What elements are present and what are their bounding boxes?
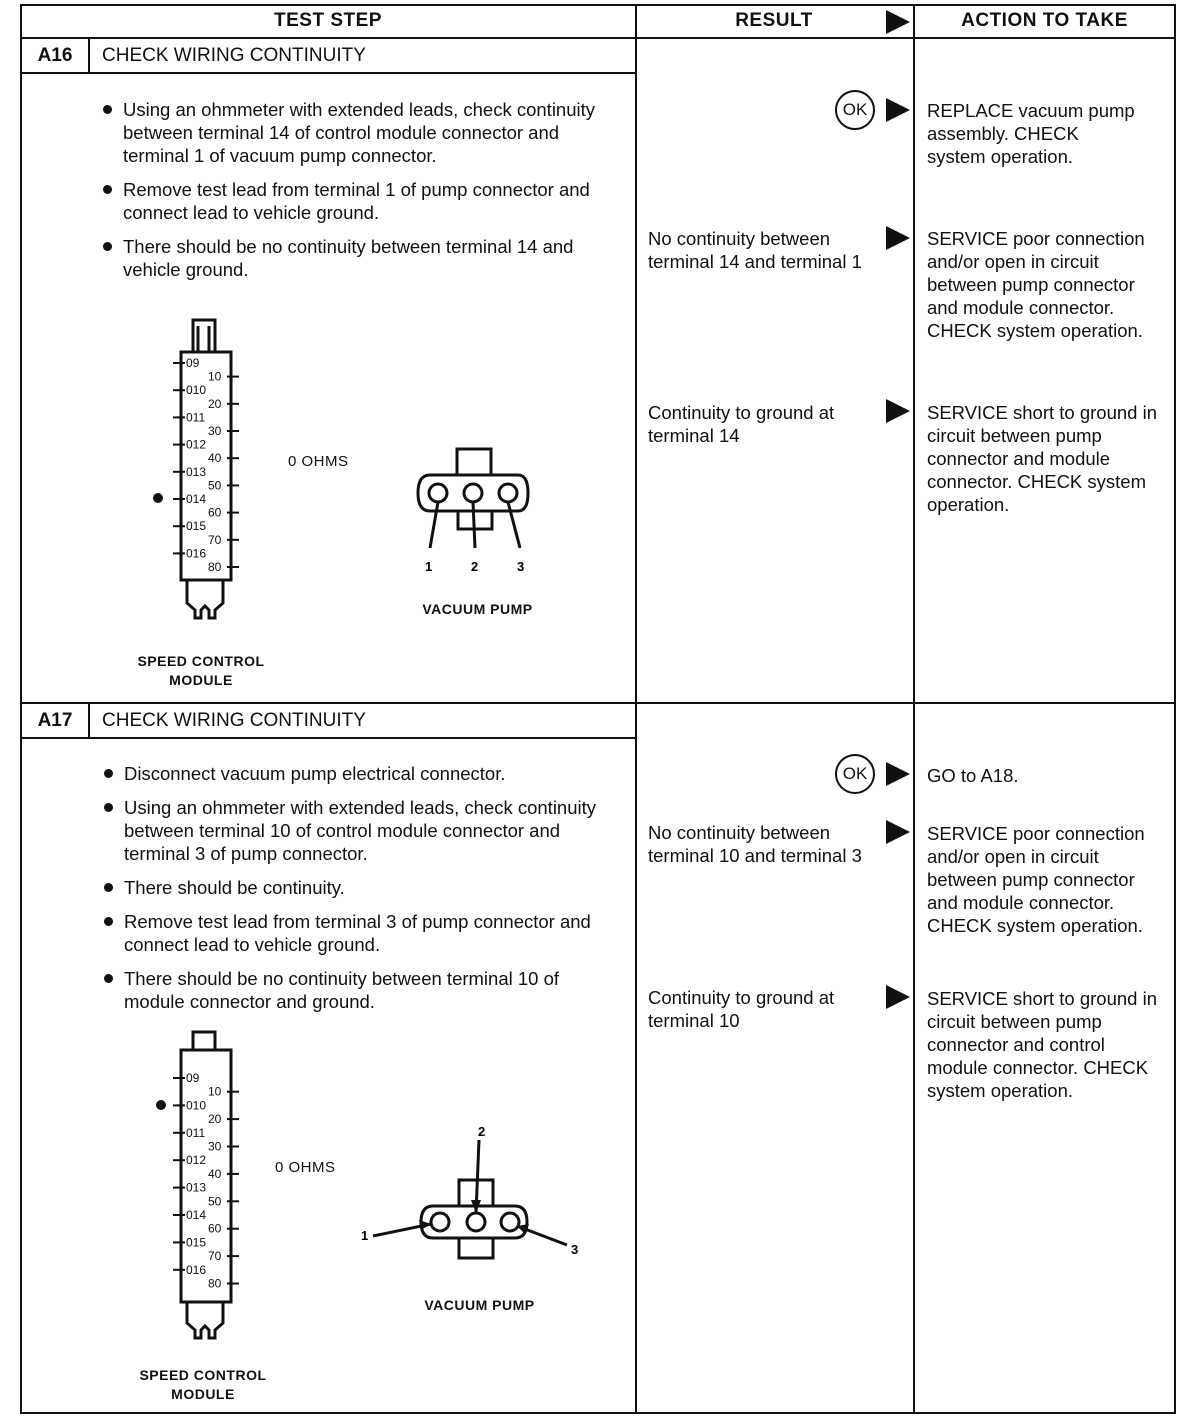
module-pin-label: 012 — [186, 437, 207, 452]
module-pin-label: 20 — [208, 1112, 222, 1127]
module-pin-label: 30 — [208, 424, 222, 438]
header-action: ACTION TO TAKE — [961, 10, 1128, 31]
result-text: Continuity to ground at terminal 14 — [648, 402, 835, 446]
ohms-label: 0 OHMS — [288, 453, 349, 470]
module-pin-label: 40 — [208, 1166, 222, 1181]
module-pin-label: 70 — [208, 532, 222, 547]
module-pin-label: 10 — [208, 1084, 222, 1099]
step-title: CHECK WIRING CONTINUITY — [102, 709, 366, 731]
module-pin-label: 40 — [208, 451, 222, 466]
module-pin-label: 016 — [186, 546, 207, 561]
module-pin-label: 09 — [186, 356, 200, 370]
module-pin-label: 013 — [186, 1180, 207, 1195]
result-arrow-icon — [886, 985, 910, 1009]
pump-pin-label: 3 — [571, 1242, 579, 1257]
instruction-item: There should be continuity. — [102, 876, 607, 899]
action-text: SERVICE short to ground in circuit between pump connector and control module connector. CHECK system operation. — [927, 988, 1158, 1101]
module-pin-label: 80 — [208, 560, 222, 574]
header-test-step: TEST STEP — [274, 10, 382, 31]
module-pin-label: 20 — [208, 396, 222, 411]
module-pin-label: 011 — [186, 1125, 206, 1140]
module-pin-label: 011 — [186, 410, 206, 425]
pump-pin-label: 2 — [478, 1124, 486, 1139]
instruction-item: Using an ohmmeter with extended leads, check continuity between terminal 14 of control module connector and terminal 1 of vacuum pump connector. — [101, 98, 601, 167]
module-pin-label: 016 — [186, 1262, 207, 1277]
action-text: SERVICE short to ground in circuit between pump connector and module connector. CHECK system operation. — [927, 402, 1158, 515]
step-title-underline — [20, 72, 635, 74]
module-pin-label: 010 — [186, 1098, 207, 1113]
result-arrow-icon — [886, 226, 910, 250]
pump-pin-label: 2 — [471, 559, 479, 574]
speed-control-module-diagram — [145, 318, 265, 628]
speed-control-module-diagram — [145, 1030, 265, 1340]
pump-caption: VACUUM PUMP — [424, 1297, 535, 1313]
module-pin-label: 014 — [186, 492, 207, 506]
module-pin-label: 10 — [208, 369, 222, 384]
instruction-item: Remove test lead from terminal 1 of pump connector and connect lead to vehicle ground. — [101, 178, 601, 224]
result-text: Continuity to ground at terminal 10 — [648, 987, 835, 1031]
step-title: CHECK WIRING CONTINUITY — [102, 44, 366, 66]
column-divider — [913, 4, 915, 1414]
vacuum-pump-connector-diagram — [410, 445, 540, 585]
result-text: No continuity between terminal 10 and terminal 3 — [648, 822, 862, 866]
pump-pin-label: 3 — [517, 559, 525, 574]
header-result: RESULT — [735, 10, 813, 31]
pump-pin-label: 1 — [425, 559, 433, 574]
module-pin-label: 015 — [186, 1235, 207, 1250]
module-caption: SPEED CONTROL MODULE — [139, 1367, 267, 1402]
step-id: A16 — [22, 39, 90, 72]
ok-badge: OK — [835, 754, 875, 794]
action-text: SERVICE poor connection and/or open in circuit between pump connector and module connector. CHECK system operation. — [927, 228, 1145, 341]
module-pin-label: 50 — [208, 1194, 222, 1209]
step-id: A17 — [22, 704, 90, 737]
vacuum-pump-connector-diagram — [355, 1120, 595, 1270]
pump-pin-label: 1 — [361, 1228, 369, 1243]
result-text: No continuity between terminal 14 and terminal 1 — [648, 228, 862, 272]
result-arrow-icon — [886, 98, 910, 122]
instruction-item: There should be no continuity between terminal 14 and vehicle ground. — [101, 235, 601, 281]
module-pin-label: 015 — [186, 519, 207, 534]
module-caption: SPEED CONTROL MODULE — [137, 653, 265, 688]
module-pins — [173, 1071, 239, 1291]
result-arrow-icon — [886, 399, 910, 423]
module-pin-label: 30 — [208, 1139, 222, 1154]
ok-badge: OK — [835, 90, 875, 130]
module-pin-label: 60 — [208, 505, 222, 520]
action-text: REPLACE vacuum pump assembly. CHECK system operation. — [927, 100, 1135, 167]
pump-caption: VACUUM PUMP — [422, 601, 533, 617]
instruction-item: Remove test lead from terminal 3 of pump connector and connect lead to vehicle ground. — [102, 910, 607, 956]
module-pin-label: 60 — [208, 1221, 222, 1236]
instruction-item: There should be no continuity between terminal 10 of module connector and ground. — [102, 967, 607, 1013]
instruction-item: Using an ohmmeter with extended leads, check continuity between terminal 10 of control module connector and terminal 3 of pump connector. — [102, 796, 607, 865]
module-pin-label: 50 — [208, 478, 222, 493]
ohms-label: 0 OHMS — [275, 1159, 336, 1176]
result-arrow-icon — [886, 762, 910, 786]
instruction-item: Disconnect vacuum pump electrical connector. — [102, 762, 607, 785]
module-pin-label: 80 — [208, 1276, 222, 1291]
module-pin-label: 012 — [186, 1153, 207, 1168]
step-instructions — [102, 762, 607, 1024]
module-pin-label: 010 — [186, 383, 207, 398]
module-pins — [173, 356, 239, 574]
action-text: SERVICE poor connection and/or open in circuit between pump connector and module connector. CHECK system operation. — [927, 823, 1145, 936]
module-pin-label: 70 — [208, 1249, 222, 1264]
result-arrow-icon — [886, 820, 910, 844]
module-pin-label: 014 — [186, 1208, 207, 1222]
column-divider — [635, 4, 637, 1414]
module-pin-label: 09 — [186, 1071, 200, 1085]
module-pin-label: 013 — [186, 464, 207, 479]
action-text: GO to A18. — [927, 765, 1019, 786]
step-instructions — [101, 98, 601, 292]
step-title-underline — [20, 737, 635, 739]
header-arrow-icon — [886, 10, 910, 34]
